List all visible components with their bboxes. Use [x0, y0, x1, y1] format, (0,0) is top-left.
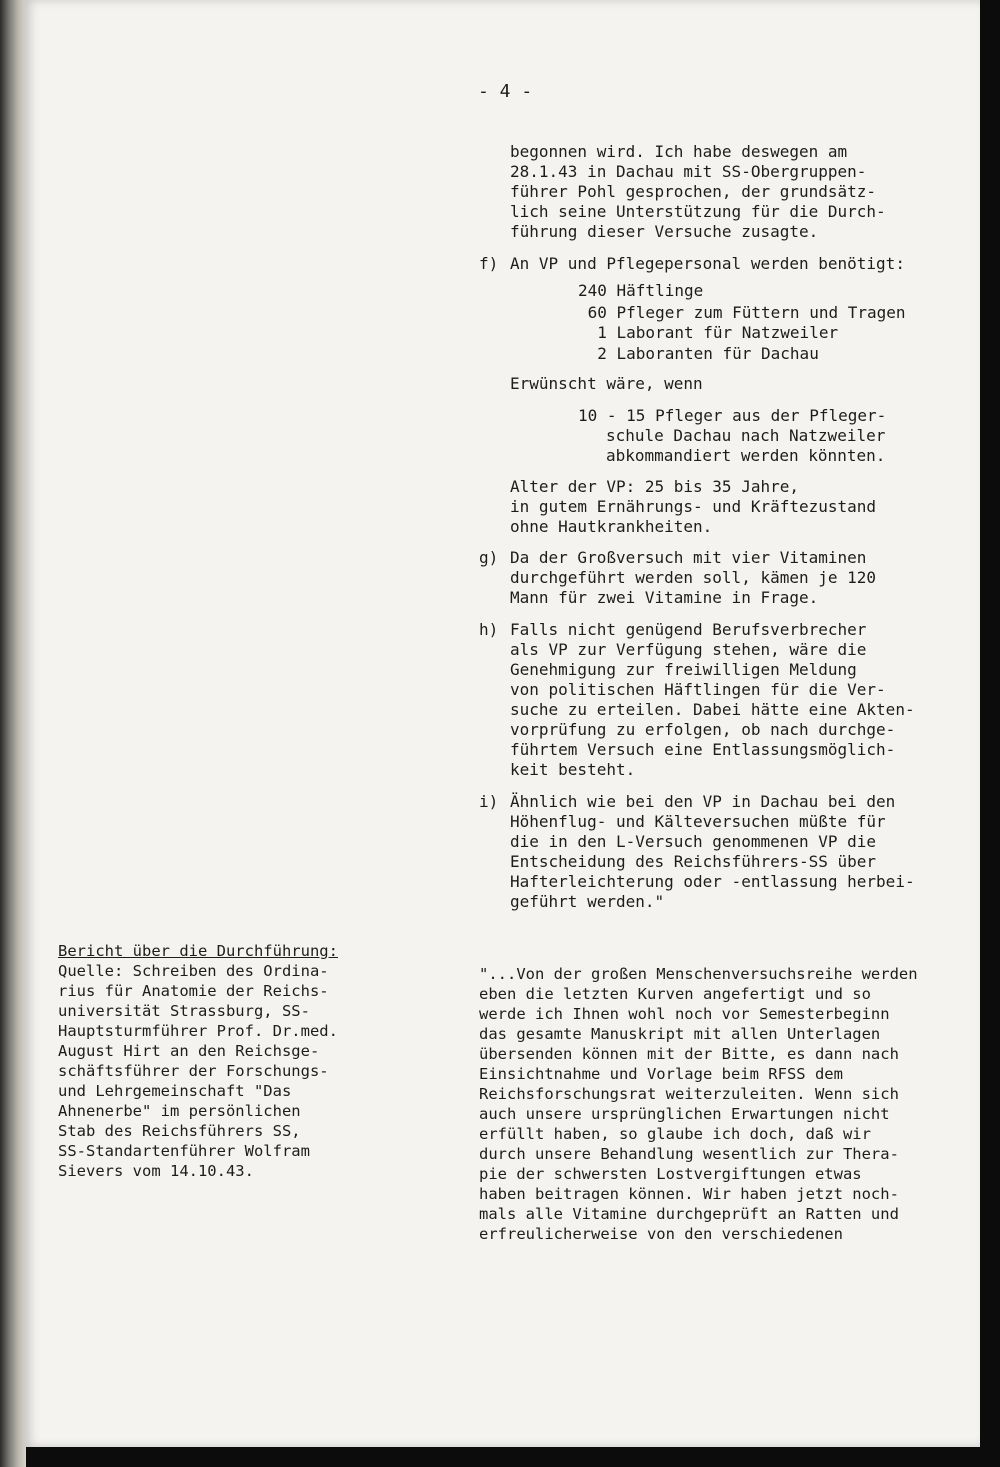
- text-line: führtem Versuch eine Entlassungsmöglich-: [510, 740, 896, 759]
- sidebar-line: SS-Standartenführer Wolfram: [58, 1142, 310, 1160]
- sidebar-line: Hauptsturmführer Prof. Dr.med.: [58, 1022, 338, 1040]
- text-line: in gutem Ernährungs- und Kräftezustand: [510, 497, 877, 516]
- text-line: führer Pohl gesprochen, der grundsätz-: [510, 182, 877, 201]
- item-marker: h): [479, 620, 499, 639]
- text-line: suche zu erteilen. Dabei hätte eine Akten-: [510, 700, 915, 719]
- text-line: vorprüfung zu erfolgen, ob nach durchge-: [510, 720, 896, 739]
- text-line: führung dieser Versuche zusagte.: [510, 222, 819, 241]
- text-line: 10 - 15 Pfleger aus der Pfleger-: [578, 406, 887, 425]
- item-marker: f): [479, 254, 499, 273]
- quote-line: pie der schwersten Lostvergiftungen etwas: [479, 1165, 862, 1183]
- sidebar-line: schäftsführer der Forschungs-: [58, 1062, 329, 1080]
- text-line: Höhenflug- und Kälteversuchen müßte für: [510, 812, 886, 831]
- sidebar-line: und Lehrgemeinschaft "Das: [58, 1082, 292, 1100]
- quote-line: Reichsforschungsrat weiterzuleiten. Wenn sich: [479, 1085, 899, 1103]
- sidebar-line: Quelle: Schreiben des Ordina-: [58, 962, 329, 980]
- text-line: lich seine Unterstützung für die Durch-: [510, 202, 886, 221]
- needs-line: 1 Laborant für Natzweiler: [578, 323, 839, 342]
- sidebar-line: Sievers vom 14.10.43.: [58, 1162, 254, 1180]
- text-line: ohne Hautkrankheiten.: [510, 517, 713, 536]
- document-page: [24, 0, 980, 1447]
- quote-line: erfüllt haben, so glaube ich doch, daß wir: [479, 1125, 871, 1143]
- quote-line: übersenden können mit der Bitte, es dann nach: [479, 1045, 899, 1063]
- text-line: Entscheidung des Reichsführers-SS über: [510, 852, 877, 871]
- needs-line: 60 Pfleger zum Füttern und Tragen: [578, 303, 906, 322]
- text-line: geführt werden.": [510, 892, 665, 911]
- text-line: von politischen Häftlingen für die Ver-: [510, 680, 886, 699]
- quote-line: auch unsere ursprünglichen Erwartungen nicht: [479, 1105, 890, 1123]
- sidebar-line: Stab des Reichsführers SS,: [58, 1122, 301, 1140]
- text-line: durchgeführt werden soll, kämen je 120: [510, 568, 877, 587]
- text-line: abkommandiert werden könnten.: [606, 446, 886, 465]
- text-line: Da der Großversuch mit vier Vitaminen: [510, 548, 867, 567]
- page-number: - 4 -: [478, 81, 533, 102]
- item-marker: i): [479, 792, 499, 811]
- text-line: schule Dachau nach Natzweiler: [606, 426, 886, 445]
- sidebar-line: Ahnenerbe" im persönlichen: [58, 1102, 301, 1120]
- text-line: als VP zur Verfügung stehen, wäre die: [510, 640, 867, 659]
- text-line: keit besteht.: [510, 760, 636, 779]
- needs-line: 240 Häftlinge: [578, 281, 704, 300]
- needs-line: 2 Laboranten für Dachau: [578, 344, 819, 363]
- text-line: begonnen wird. Ich habe deswegen am: [510, 142, 848, 161]
- sidebar-line: August Hirt an den Reichsge-: [58, 1042, 320, 1060]
- quote-line: erfreulicherweise von den verschiedenen: [479, 1225, 843, 1243]
- text-line: die in den L-Versuch genommenen VP die: [510, 832, 877, 851]
- text-line: 28.1.43 in Dachau mit SS-Obergruppen-: [510, 162, 867, 181]
- item-marker: g): [479, 548, 499, 567]
- quote-line: durch unsere Behandlung wesentlich zur Thera-: [479, 1145, 899, 1163]
- text-line: Alter der VP: 25 bis 35 Jahre,: [510, 477, 799, 496]
- sidebar-line: rius für Anatomie der Reichs-: [58, 982, 329, 1000]
- quote-line: mals alle Vitamine durchgeprüft an Ratten und: [479, 1205, 899, 1223]
- book-binding-edge: [0, 0, 26, 1467]
- text-line: Hafterleichterung oder -entlassung herbei-: [510, 872, 915, 891]
- quote-line: werde ich Ihnen wohl noch vor Semesterbeginn: [479, 1005, 890, 1023]
- quote-line: eben die letzten Kurven angefertigt und so: [479, 985, 871, 1003]
- text-line: Ähnlich wie bei den VP in Dachau bei den: [510, 792, 896, 811]
- sidebar-line: universität Strassburg, SS-: [58, 1002, 310, 1020]
- text-line: Genehmigung zur freiwilligen Meldung: [510, 660, 857, 679]
- text-line: Falls nicht genügend Berufsverbrecher: [510, 620, 867, 639]
- text-line: Mann für zwei Vitamine in Frage.: [510, 588, 819, 607]
- quote-line: haben beitragen können. Wir haben jetzt noch-: [479, 1185, 899, 1203]
- quote-line: das gesamte Manuskript mit allen Unterlagen: [479, 1025, 881, 1043]
- quote-line: "...Von der großen Menschenversuchsreihe werden: [479, 965, 918, 983]
- text-line: An VP und Pflegepersonal werden benötigt:: [510, 254, 905, 273]
- sidebar-heading: Bericht über die Durchführung:: [58, 942, 338, 960]
- quote-line: Einsichtnahme und Vorlage beim RFSS dem: [479, 1065, 843, 1083]
- text-line: Erwünscht wäre, wenn: [510, 374, 703, 393]
